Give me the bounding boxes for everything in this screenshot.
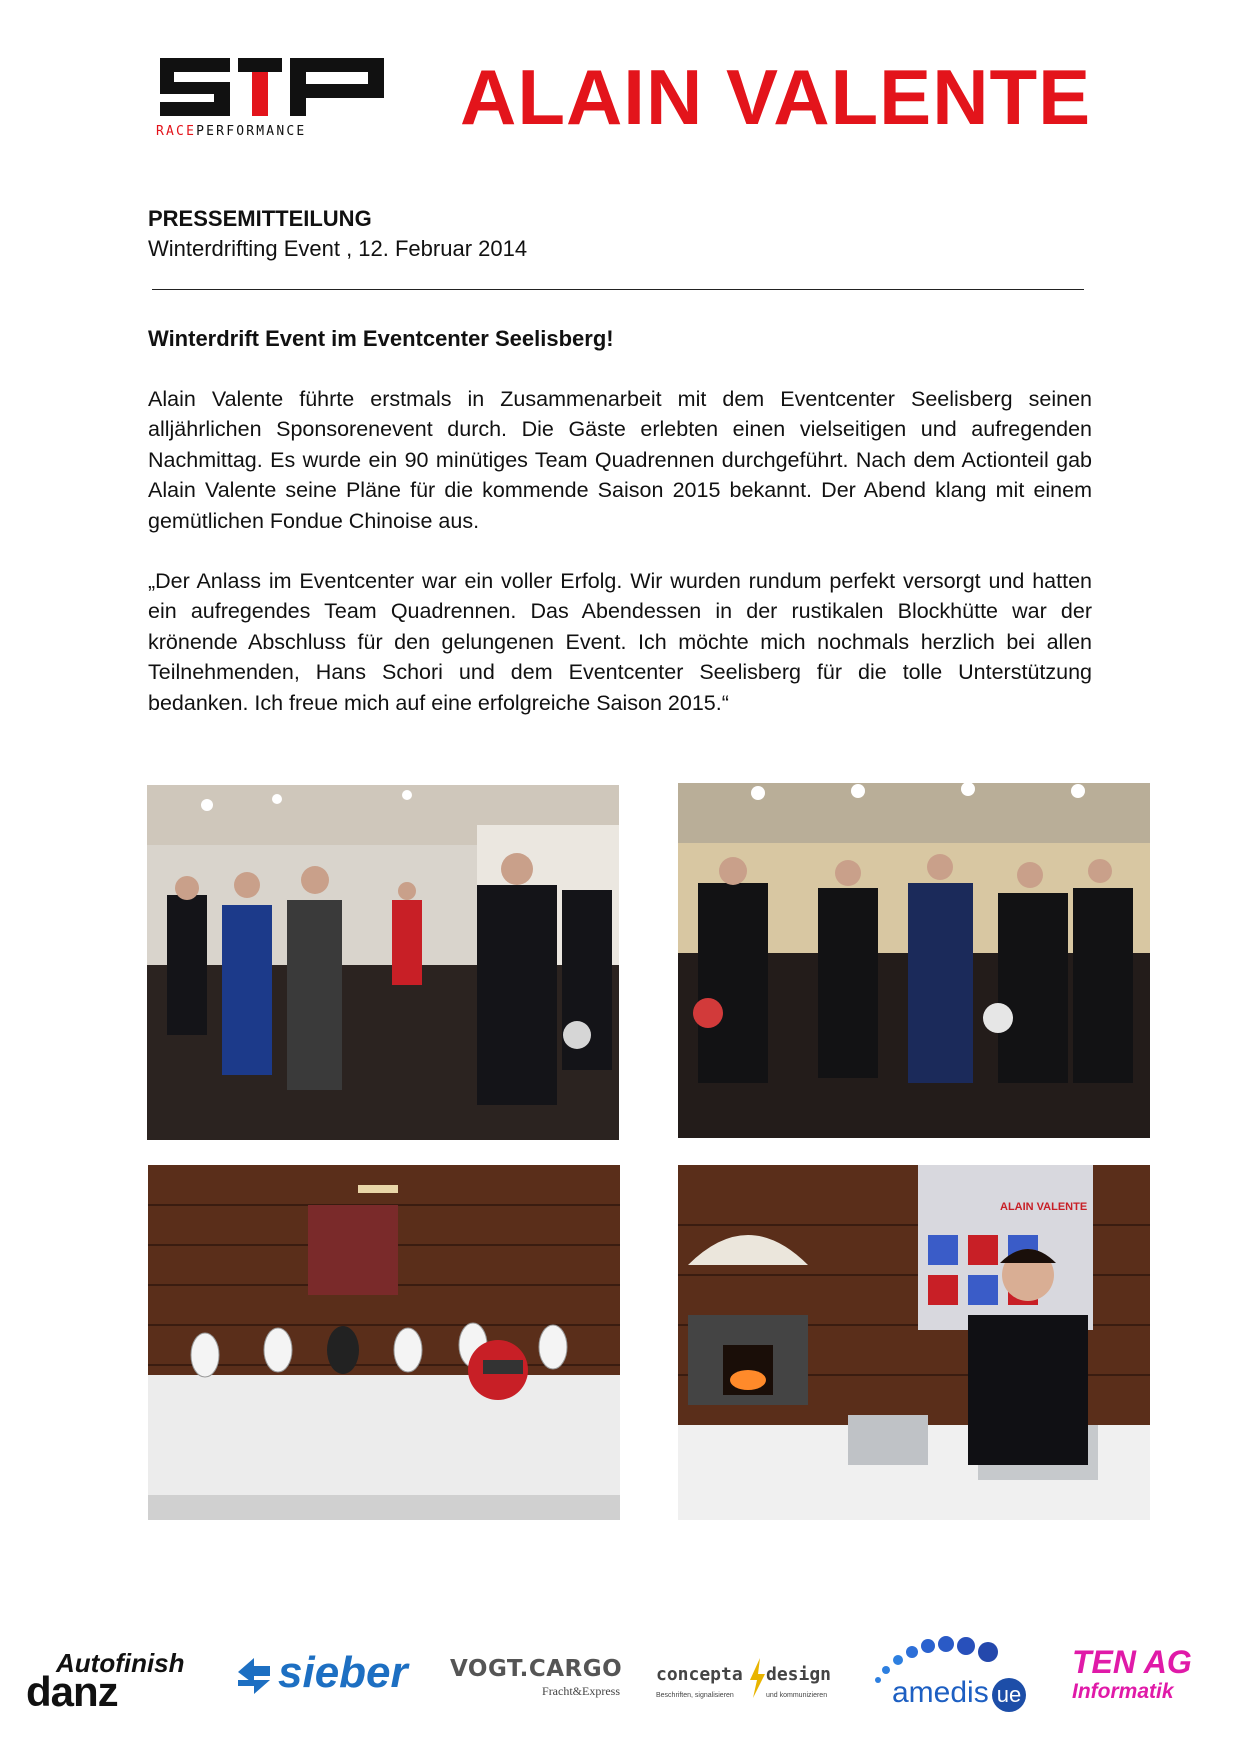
event-photo-group-briefing <box>147 785 619 1140</box>
document-label: PRESSEMITTEILUNG <box>148 206 372 231</box>
stp-logo-tagline <box>156 124 306 139</box>
sponsor-vogt-name: VOGT.CARGO <box>450 1656 623 1682</box>
sponsor-danz-line2: danz <box>26 1668 118 1715</box>
sponsor-concepta-left-tag: Beschriften, signalisieren <box>656 1692 734 1699</box>
logo-tag-performance: PERFORMANCE <box>196 124 307 139</box>
sponsor-vogt-tagline: Fracht&Express <box>542 1684 620 1698</box>
event-photo-trophy-table <box>148 1165 620 1520</box>
sponsor-vogt-cargo-logo <box>450 1656 623 1699</box>
sponsor-ten-line2: Informatik <box>1072 1680 1174 1703</box>
projection-screen-title: ALAIN VALENTE <box>1000 1201 1088 1213</box>
sponsor-danz-line1: Autofinish <box>56 1648 185 1678</box>
sponsor-concepta-left: concepta <box>656 1664 743 1685</box>
sieber-arrows-icon <box>234 1656 274 1696</box>
divider-rule <box>152 289 1084 290</box>
sponsor-sieber-name: sieber <box>278 1648 408 1697</box>
sponsor-ten-line1: TEN AG <box>1072 1644 1192 1680</box>
brand-title: ALAIN VALENTE <box>460 53 1092 141</box>
sponsor-amedis-badge: ue <box>992 1678 1026 1712</box>
sponsor-concepta-right-tag: und kommunizieren <box>766 1692 828 1699</box>
article-quote-paragraph: „Der Anlass im Eventcenter war ein voller Erfolg. Wir wurden rundum perfekt versorgt und hatten ein aufregendes Team Quadrennen. Das Abendessen in der rustikalen Blockhütte war der krönende Abschluss für den gelungenen Event. Ich möchte mich nochmals herzlich bei allen Teilnehmenden, Hans Schori und dem Eventcenter Seelisberg für die tolle Unterstützung bedanken. Ich freue mich auf eine erfolgreiche Saison 2015.“ <box>148 569 1092 715</box>
document-subtitle: Winterdrifting Event , 12. Februar 2014 <box>148 236 528 261</box>
sponsor-amedis-ue-logo <box>870 1636 1040 1714</box>
logo-tag-race: RACE <box>156 124 197 139</box>
sponsor-ten-ag-logo <box>1072 1646 1202 1704</box>
event-photo-presentation <box>678 1165 1150 1520</box>
sponsor-amedis-name: amedis <box>892 1676 989 1709</box>
article-title: Winterdrift Event im Eventcenter Seelisberg! <box>148 326 614 351</box>
sponsor-concepta-right: design <box>766 1664 832 1685</box>
sponsor-autofinish-danz-logo <box>26 1648 206 1715</box>
article-paragraph: Alain Valente führte erstmals in Zusammenarbeit mit dem Eventcenter Seelisberg seinen alljährlichen Sponsorenevent durch. Die Gäste erlebten einen vielseitigen und aufregenden Nachmittag. Es wurde ein 90 minütiges Team Quadrennen durchgeführt. Nach dem Actionteil gab Alain Valente seine Pläne für die kommende Saison 2015 bekannt. Der Abend klang mit einem gemütlichen Fondue Chinoise aus. <box>148 387 1092 533</box>
lightning-bolt-icon <box>746 1658 768 1698</box>
event-photo-participants-lineup <box>678 783 1150 1138</box>
sponsor-concepta-design-logo <box>656 1658 836 1708</box>
